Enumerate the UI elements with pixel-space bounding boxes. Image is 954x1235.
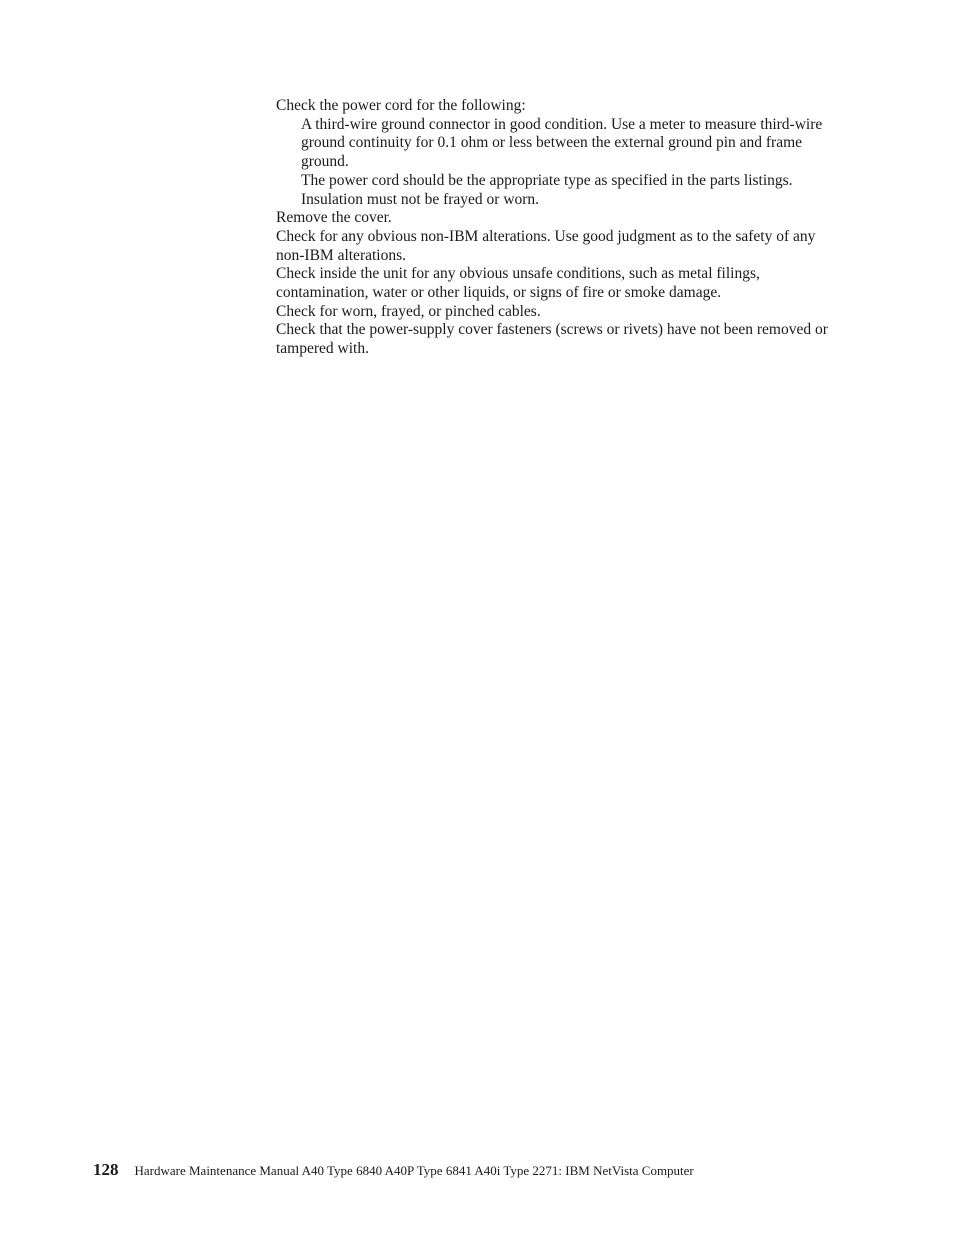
footer-title: Hardware Maintenance Manual A40 Type 6840 A40P Type 6841 A40i Type 2271: IBM NetVista Computer xyxy=(134,1163,694,1178)
checklist-item-cables: Check for worn, frayed, or pinched cables. xyxy=(276,302,541,320)
page-footer xyxy=(93,1160,893,1180)
document-body xyxy=(276,97,842,359)
checklist-item-remove-cover: Remove the cover. xyxy=(276,209,392,227)
checklist-item-power-cord: Check the power cord for the following: xyxy=(276,97,526,114)
checklist-item-alterations: Check for any obvious non-IBM alterations. Use good judgment as to the safety of any non-IBM alterations. xyxy=(276,227,816,264)
checklist-subitem-ground-connector: A third-wire ground connector in good condition. Use a meter to measure third-wire ground continuity for 0.1 ohm or less between the external ground pin and frame ground. xyxy=(301,115,823,171)
checklist-subitem-cord-type: The power cord should be the appropriate type as specified in the parts listings. xyxy=(301,171,793,189)
checklist-item-fasteners: Check that the power-supply cover fasteners (screws or rivets) have not been removed or tampered with. xyxy=(276,321,828,358)
checklist-subitem-insulation: Insulation must not be frayed or worn. xyxy=(301,190,540,208)
page-number: 128 xyxy=(93,1160,119,1179)
checklist-item-unsafe-conditions: Check inside the unit for any obvious unsafe conditions, such as metal filings, contamination, water or other liquids, or signs of fire or smoke damage. xyxy=(276,265,760,302)
